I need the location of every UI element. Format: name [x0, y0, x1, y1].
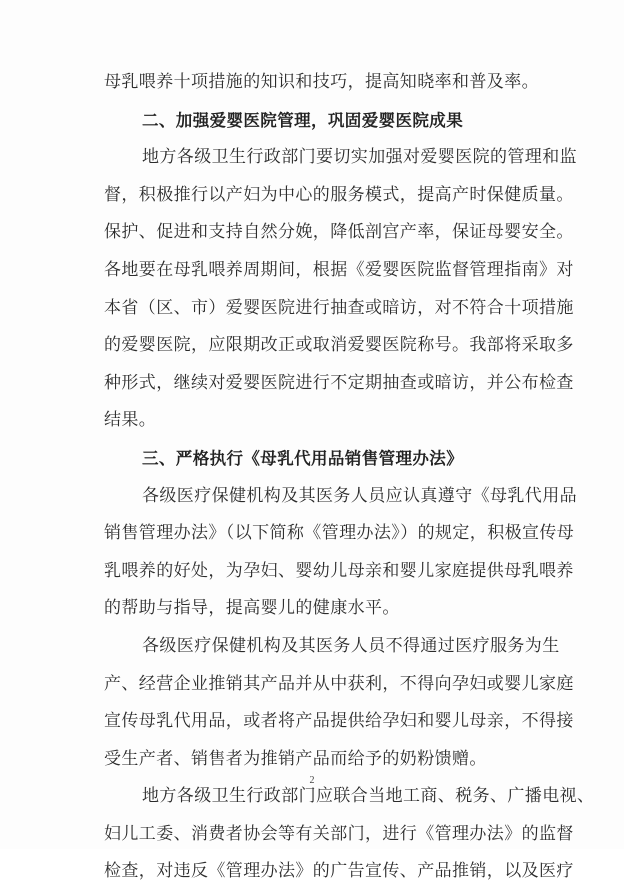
text-line: 销售管理办法》（以下简称《管理办法》）的规定，积极宣传母 [104, 523, 575, 544]
text-line: 检查，对违反《管理办法》的广告宣传、产品推销，以及医疗 [104, 861, 574, 882]
paragraph [104, 778, 595, 891]
page-number: 2 [309, 775, 315, 786]
text-line: 种形式，继续对爱婴医院进行不定期抽查或暗访，并公布检查 [104, 372, 574, 393]
text-line: 产、经营企业推销其产品并从中获利，不得向孕妇或婴儿家庭 [104, 673, 574, 694]
text-line: 各级医疗保健机构及其医务人员应认真遵守《母乳代用品 [142, 485, 577, 506]
paragraph [104, 139, 577, 440]
text-line: 的帮助与指导，提高婴儿的健康水平。 [104, 598, 400, 619]
paragraph [104, 628, 574, 778]
text-line: 地方各级卫生行政部门要切实加强对爱婴医院的管理和监 [142, 147, 577, 168]
text-line: 宣传母乳代用品，或者将产品提供给孕妇和婴儿母亲，不得接 [104, 711, 574, 732]
section-heading: 三、严格执行《母乳代用品销售管理办法》 [142, 448, 464, 468]
text-line: 本省（区、市）爱婴医院进行抽查或暗访，对不符合十项措施 [104, 297, 574, 318]
text-line: 督，积极推行以产妇为中心的服务模式，提高产时保健质量。 [104, 184, 574, 205]
text-line: 妇儿工委、消费者协会等有关部门，进行《管理办法》的监督 [104, 823, 574, 844]
text-line: 结果。 [104, 410, 157, 431]
text-line: 受生产者、销售者为推销产品而给予的奶粉馈赠。 [104, 748, 487, 769]
text-line: 保护、促进和支持自然分娩，降低剖宫产率，保证母婴安全。 [104, 222, 574, 243]
text-line: 各级医疗保健机构及其医务人员不得通过医疗服务为生 [142, 635, 560, 656]
text-line: 地方各级卫生行政部门应联合当地工商、税务、广播电视、 [142, 786, 595, 807]
text-line: 母乳喂养十项措施的知识和技巧，提高知晓率和普及率。 [104, 72, 539, 92]
document-body [104, 64, 595, 891]
text-line: 乳喂养的好处，为孕妇、婴幼儿母亲和婴儿家庭提供母乳喂养 [104, 560, 574, 581]
section-heading: 二、加强爱婴医院管理，巩固爱婴医院成果 [142, 110, 464, 130]
paragraph [104, 478, 577, 628]
paragraph [104, 64, 550, 102]
text-line: 的爱婴医院，应限期改正或取消爱婴医院称号。我部将采取多 [104, 335, 574, 356]
text-line: 各地要在母乳喂养周期间，根据《爱婴医院监督管理指南》对 [104, 259, 574, 280]
